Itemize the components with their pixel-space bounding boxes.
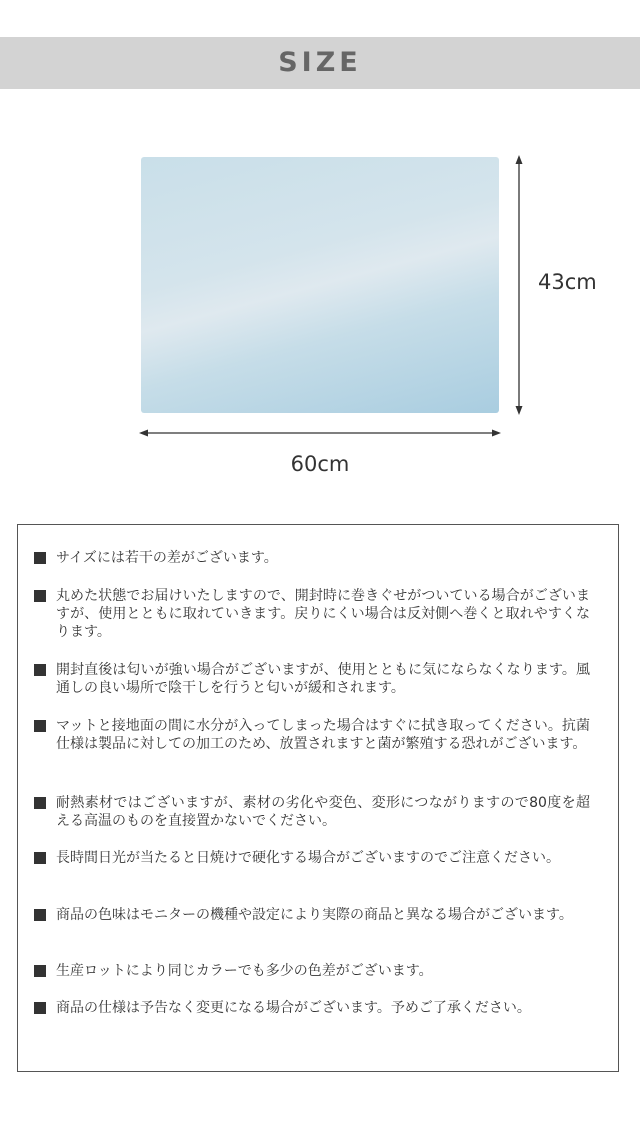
note-text: 耐熱素材ではございますが、素材の劣化や変色、変形につながりますので80度を超える高温のものを直接置かないでください。 bbox=[56, 795, 590, 829]
note-item bbox=[34, 549, 590, 567]
bullet-square-icon bbox=[34, 664, 46, 676]
height-arrow bbox=[516, 155, 523, 415]
note-item bbox=[34, 962, 590, 980]
note-text: 長時間日光が当たると日焼けで硬化する場合がございますのでご注意ください。 bbox=[56, 850, 560, 866]
height-dimension-label: 43cm bbox=[538, 270, 597, 294]
note-text: 商品の仕様は予告なく変更になる場合がございます。予めご了承ください。 bbox=[56, 1000, 531, 1016]
bullet-square-icon bbox=[34, 852, 46, 864]
note-item bbox=[34, 849, 590, 867]
bullet-square-icon bbox=[34, 720, 46, 732]
note-item bbox=[34, 794, 590, 830]
note-item bbox=[34, 587, 590, 641]
note-item bbox=[34, 906, 590, 924]
bullet-square-icon bbox=[34, 965, 46, 977]
bullet-square-icon bbox=[34, 797, 46, 809]
section-title: SIZE bbox=[278, 47, 362, 78]
note-item bbox=[34, 717, 590, 753]
note-text: 丸めた状態でお届けいたしますので、開封時に巻きぐせがついている場合がございますが、使用とともに取れていきます。戻りにくい場合は反対側へ巻くと取れやすくなります。 bbox=[56, 588, 590, 640]
width-arrow bbox=[139, 430, 501, 437]
note-text: マットと接地面の間に水分が入ってしまった場合はすぐに拭き取ってください。抗菌仕様は製品に対しての加工のため、放置されますと菌が繁殖する恐れがございます。 bbox=[56, 718, 590, 752]
note-text: サイズには若干の差がございます。 bbox=[56, 550, 278, 566]
bullet-square-icon bbox=[34, 552, 46, 564]
bullet-square-icon bbox=[34, 909, 46, 921]
dimension-arrows bbox=[0, 0, 640, 520]
note-text: 商品の色味はモニターの機種や設定により実際の商品と異なる場合がございます。 bbox=[56, 907, 573, 923]
bullet-square-icon bbox=[34, 590, 46, 602]
bullet-square-icon bbox=[34, 1002, 46, 1014]
note-item bbox=[34, 661, 590, 697]
width-dimension-label: 60cm bbox=[290, 452, 350, 476]
note-item bbox=[34, 999, 590, 1017]
note-text: 開封直後は匂いが強い場合がございますが、使用とともに気にならなくなります。風通しの良い場所で陰干しを行うと匂いが緩和されます。 bbox=[56, 662, 590, 696]
note-text: 生産ロットにより同じカラーでも多少の色差がございます。 bbox=[56, 963, 433, 979]
